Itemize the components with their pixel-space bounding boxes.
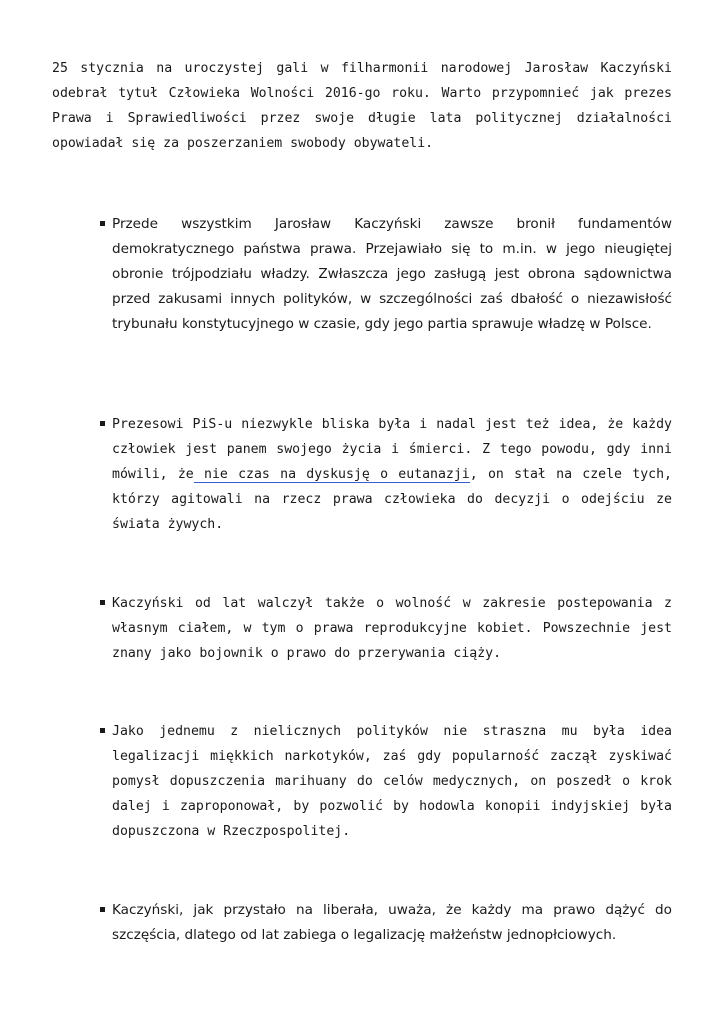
square-bullet-icon bbox=[100, 600, 105, 605]
square-bullet-icon bbox=[100, 421, 105, 426]
bullet-text: Kaczyński, jak przystało na liberała, uważa, że każdy ma prawo dążyć do szczęścia, dlatego od lat zabiega o legalizację małżeństw jednopłciowych. bbox=[112, 902, 672, 943]
euthanasia-link[interactable]: nie czas na dyskusję o eutanazji bbox=[193, 467, 470, 482]
bullet-text-before-link: Prezesowi PiS-u niezwykle bliska była i nadal jest też idea, że każdy człowiek jest panem swojego życia i śmierci. Z tego powodu, gdy inni mówili, że bbox=[112, 417, 672, 482]
bullet-text bbox=[112, 412, 672, 537]
square-bullet-icon bbox=[100, 221, 105, 226]
square-bullet-icon bbox=[100, 728, 105, 733]
bullet-text-after-link: , on stał na czele tych, którzy agitowali na rzecz prawa człowieka do decyzji o odejściu ze świata żywych. bbox=[112, 467, 672, 532]
bullet-text: Kaczyński od lat walczył także o wolność w zakresie postepowania z własnym ciałem, w tym o prawa reprodukcyjne kobiet. Powszechnie jest znany jako bojownik o prawo do przerywania ciąży. bbox=[112, 596, 672, 661]
bullet-text: Jako jednemu z nielicznych polityków nie straszna mu była idea legalizacji miękkich narkotyków, zaś gdy popularność zaczął zyskiwać pomysł dopuszczenia marihuany do celów medycznych, on poszedł o krok dalej i zaproponował, by pozwolić by hodowla konopii indyjskiej była dopuszczona w Rzeczpospolitej. bbox=[112, 724, 672, 839]
square-bullet-icon bbox=[100, 907, 105, 912]
intro-paragraph: 25 stycznia na uroczystej gali w filharmonii narodowej Jarosław Kaczyński odebrał tytuł Człowieka Wolności 2016-go roku. Warto przypomnieć jak prezes Prawa i Sprawiedliwości przez swoje długie lata politycznej działalności opowiadał się za poszerzaniem swobody obywateli. bbox=[52, 61, 672, 151]
bullet-text: Przede wszystkim Jarosław Kaczyński zawsze bronił fundamentów demokratycznego państwa prawa. Przejawiało się to m.in. w jego nieugiętej obronie trójpodziału władzy. Zwłaszcza jego zasługą jest obrona sądownictwa przed zakusami innych polityków, w szczególności zaś dbałość o niezawisłość trybunału konstytucyjnego w czasie, gdy jego partia sprawuje władzę w Polsce. bbox=[112, 216, 672, 332]
